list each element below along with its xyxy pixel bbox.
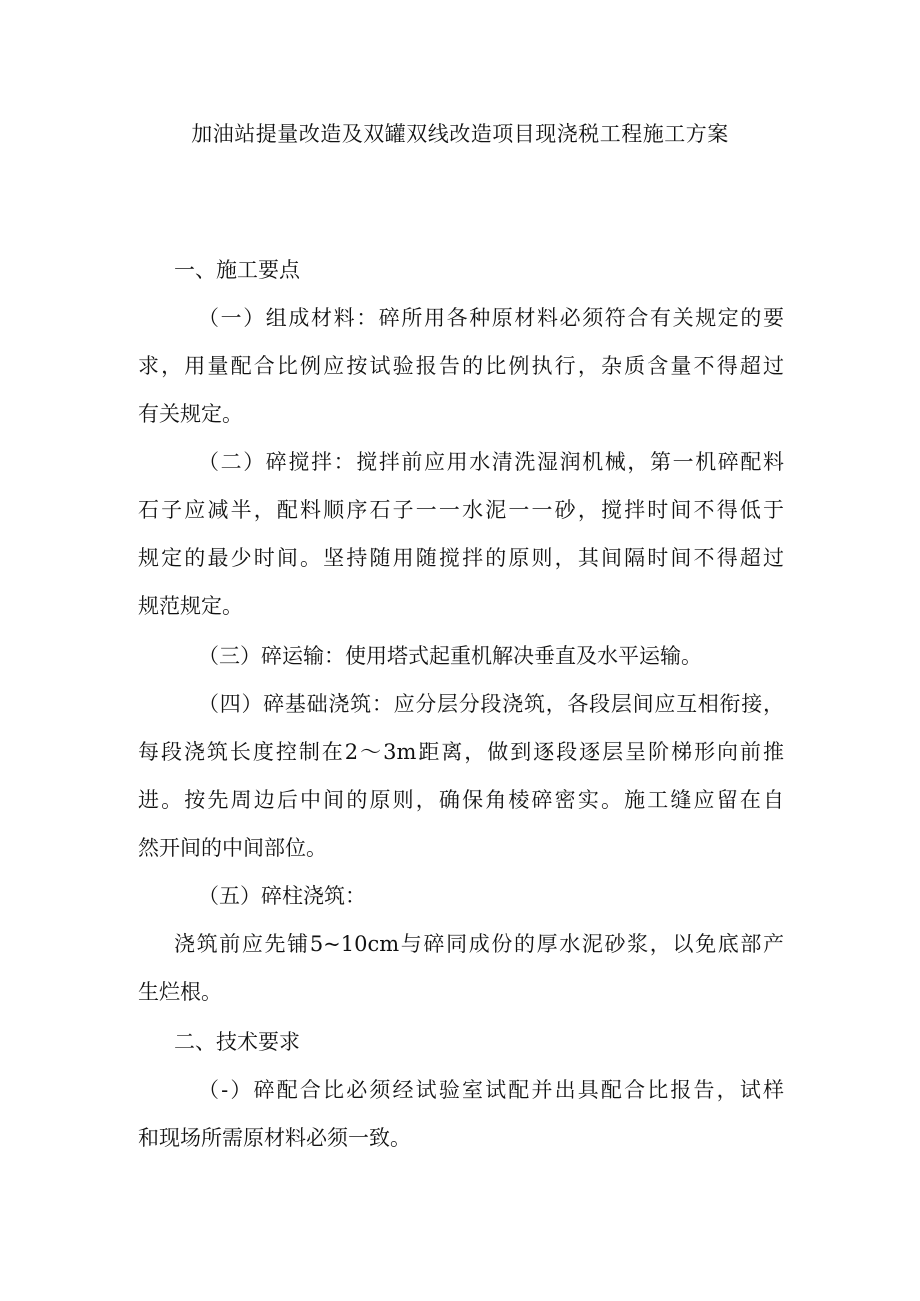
- paragraph-line: 求，用量配合比例应按试验报告的比例执行，杂质含量不得超过: [138, 354, 784, 378]
- paragraph-line: 和现场所需原材料必须一致。: [138, 1126, 411, 1150]
- paragraph-line: （-）碎配合比必须经试验室试配并出具配合比报告，试样: [198, 1078, 784, 1102]
- paragraph-line: 进。按先周边后中间的原则，确保角棱碎密实。施工缝应留在自: [138, 788, 784, 812]
- paragraph-line: 规定的最少时间。坚持随用随搅拌的原则，其间隔时间不得超过: [138, 546, 784, 570]
- paragraph-line: 然开间的中间部位。: [138, 836, 327, 860]
- paragraph-line: （一）组成材料：碎所用各种原材料必须符合有关规定的要: [198, 306, 784, 330]
- paragraph-line: 规范规定。: [138, 594, 243, 618]
- paragraph-line: 浇筑前应先铺5~10cm与碎同成份的厚水泥砂浆，以免底部产: [174, 932, 784, 956]
- paragraph-line: （三）碎运输：使用塔式起重机解决垂直及水平运输。: [198, 644, 702, 668]
- paragraph-line: 每段浇筑长度控制在2～3m距离，做到逐段逐层呈阶梯形向前推: [138, 740, 784, 764]
- document-title: 加油站提量改造及双罐双线改造项目现浇税工程施工方案: [191, 122, 729, 146]
- paragraph-line: 有关规定。: [138, 402, 243, 426]
- paragraph-line: （二）碎搅拌：搅拌前应用水清洗湿润机械，第一机碎配料: [198, 450, 784, 474]
- section-heading-technical-requirements: 二、技术要求: [174, 1030, 300, 1054]
- paragraph-line: 石子应减半，配料顺序石子一一水泥一一砂，搅拌时间不得低于: [138, 498, 784, 522]
- paragraph-line: （四）碎基础浇筑：应分层分段浇筑，各段层间应互相衔接，: [198, 692, 784, 716]
- paragraph-line: 生烂根。: [138, 980, 222, 1004]
- paragraph-line: （五）碎柱浇筑：: [198, 884, 366, 908]
- section-heading-construction-points: 一、施工要点: [174, 258, 300, 282]
